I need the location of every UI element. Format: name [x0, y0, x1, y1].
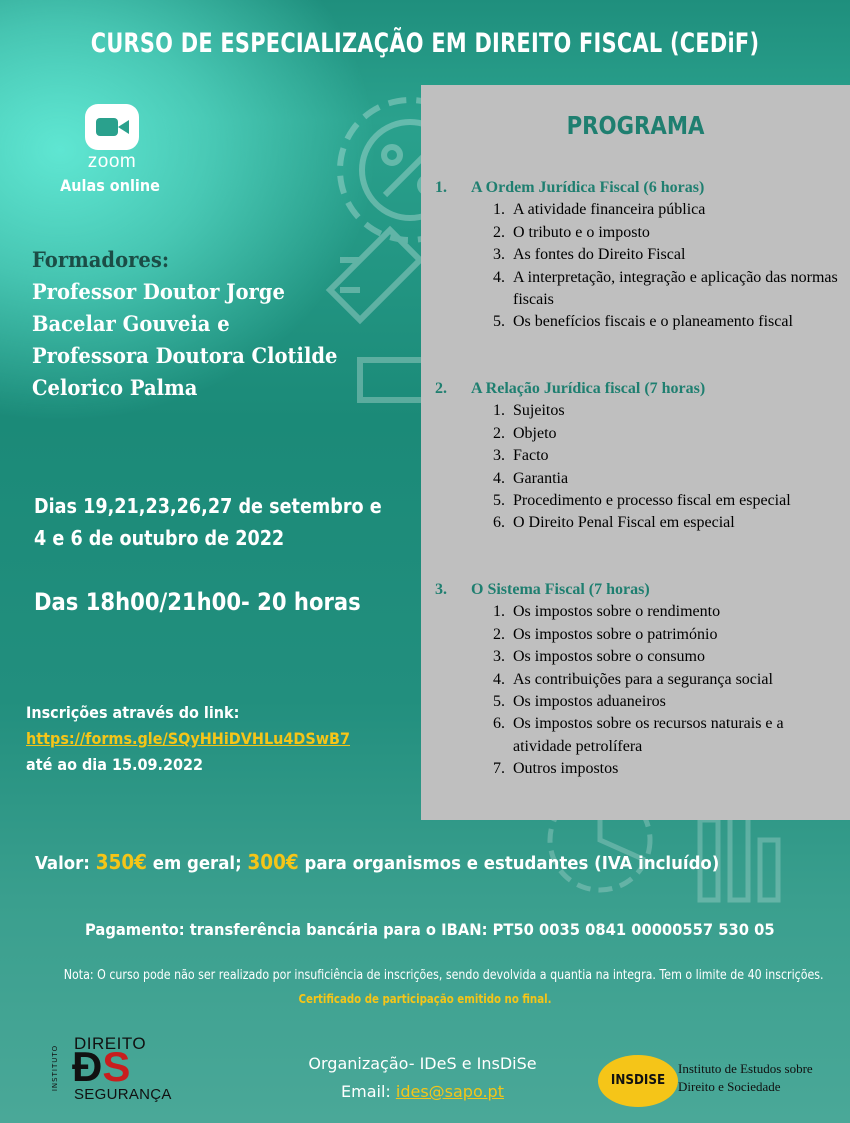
list-item: 1. A atividade financeira pública [493, 201, 706, 219]
registration-link[interactable]: https://forms.gle/SQyHHiDVHLu4DSwB7 [26, 729, 351, 748]
note-text: Nota: O curso pode não ser realizado por insuficiência de inscrições, sendo devolvida a quantia na integra. Tem o limite de 40 inscrições. [63, 968, 824, 983]
section-title: O Sistema Fiscal (7 horas) [471, 581, 650, 598]
certificate-note: Certificado de participação emitido no final. [298, 992, 552, 1006]
email-label: Email: [341, 1082, 391, 1101]
section-title: A Relação Jurídica fiscal (7 horas) [471, 380, 706, 397]
zoom-camera-icon [85, 104, 139, 150]
course-hours: Das 18h00/21h00- 20 horas [34, 588, 361, 616]
trainer-line: Celorico Palma [32, 375, 198, 400]
list-item: 1. Os impostos sobre o rendimento [493, 603, 721, 621]
list-item: 4. Garantia [493, 469, 569, 487]
list-item: 7. Outros impostos [493, 760, 619, 778]
trainer-line: Bacelar Gouveia e [32, 311, 230, 336]
registration-label: Inscrições através do link: [26, 703, 240, 722]
program-title: PROGRAMA [566, 111, 705, 140]
price-line [35, 850, 719, 874]
zoom-badge [62, 104, 162, 173]
course-dates [34, 490, 382, 554]
program-section [435, 378, 840, 535]
dates-line: 4 e 6 de outubro de 2022 [34, 526, 285, 550]
payment-info: Pagamento: transferência bancária para o IBAN: PT50 0035 0841 00000557 530 05 [85, 920, 775, 939]
section-number: 3. [435, 581, 447, 598]
zoom-wordmark: zoom [87, 151, 137, 172]
list-item: 2. O tributo e o imposto [493, 223, 650, 241]
list-item: 6. Os impostos sobre os recursos naturais e a atividade petrolífera [493, 715, 784, 755]
online-classes-label: Aulas online [60, 176, 160, 195]
section-title: A Ordem Jurídica Fiscal (6 horas) [471, 179, 705, 196]
section-number: 1. [435, 179, 447, 196]
trainers-block [32, 244, 402, 404]
list-item: 4. As contribuições para a segurança social [493, 670, 773, 688]
price-label: Valor: [35, 853, 90, 874]
price-reduced: 300€ [247, 850, 299, 874]
insdise-line: Direito e Sociedade [678, 1079, 781, 1094]
program-panel [421, 85, 850, 820]
list-item: 5. Procedimento e processo fiscal em especial [493, 492, 791, 510]
list-item: 6. O Direito Penal Fiscal em especial [493, 514, 735, 532]
registration-block [26, 700, 350, 778]
list-item: 3. Facto [493, 447, 549, 465]
price-mid-text: em geral; [152, 853, 242, 874]
registration-deadline: até ao dia 15.09.2022 [26, 755, 204, 774]
list-item: 5. Os impostos aduaneiros [493, 693, 666, 711]
price-general: 350€ [95, 850, 147, 874]
list-item: 3. As fontes do Direito Fiscal [493, 246, 686, 264]
email-link[interactable]: ides@sapo.pt [395, 1082, 504, 1101]
organization-block [300, 1050, 545, 1106]
list-item: 5. Os benefícios fiscais e o planeamento fiscal [493, 313, 793, 331]
insdise-label: INSDISE [610, 1073, 666, 1088]
list-item: 1. Sujeitos [493, 402, 565, 420]
trainer-line: Professor Doutor Jorge [32, 279, 285, 304]
trainer-line: Professora Doutora Clotilde [32, 343, 338, 368]
instituto-direito-seguranca-logo: INSTITUTO DIREITO ÐS SEGURANÇA [51, 1034, 172, 1103]
section-number: 2. [435, 380, 447, 397]
insdise-logo [598, 1052, 813, 1112]
dates-line: Dias 19,21,23,26,27 de setembro e [34, 494, 382, 518]
course-title: CURSO DE ESPECIALIZAÇÃO EM DIREITO FISCAL (CEDiF) [90, 28, 760, 59]
organization-line: Organização- IDeS e InsDiSe [308, 1054, 537, 1073]
list-item: 2. Os impostos sobre o património [493, 625, 718, 643]
list-item: 4. A interpretação, integração e aplicação das normas fiscais [493, 268, 838, 309]
insdise-line: Instituto de Estudos sobre [678, 1061, 813, 1076]
program-section [435, 579, 840, 781]
list-item: 3. Os impostos sobre o consumo [493, 648, 705, 666]
price-rest-text: para organismos e estudantes (IVA incluído) [304, 853, 720, 874]
program-section [435, 177, 840, 334]
trainers-heading: Formadores: [32, 247, 170, 272]
list-item: 2. Objeto [493, 424, 557, 442]
